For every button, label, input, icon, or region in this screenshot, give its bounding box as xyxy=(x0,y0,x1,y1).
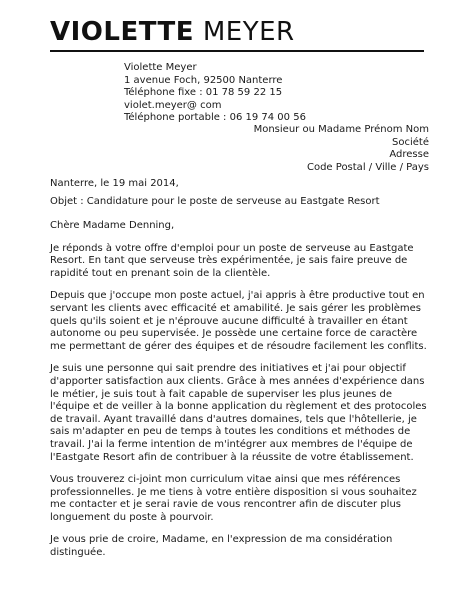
letter-subject: Objet : Candidature pour le poste de serveuse au Eastgate Resort xyxy=(50,196,380,207)
greeting: Chère Madame Denning, xyxy=(50,220,175,231)
recipient-company: Société xyxy=(392,136,429,148)
sender-email: violet.meyer@ com xyxy=(124,99,222,111)
sender-phone-mobile: Téléphone portable : 06 19 74 00 56 xyxy=(124,112,306,124)
paragraph-4: Vous trouverez ci-joint mon curriculum vitae ainsi que mes références professionnelles. Je me tiens à votre entière disposition si vous souhaitez me contacter et je serai ravie de vous rencontrer afin de discuter plus longuement du poste à pourvoir. xyxy=(50,474,417,523)
letter-body xyxy=(50,220,428,570)
last-name: MEYER xyxy=(202,17,295,47)
letter-date: Nanterre, le 19 mai 2014, xyxy=(50,178,179,189)
sender-name: Violette Meyer xyxy=(124,62,197,73)
recipient-block xyxy=(254,124,429,174)
first-name: VIOLETTE xyxy=(50,17,195,47)
recipient-postal: Code Postal / Ville / Pays xyxy=(306,161,429,173)
recipient-address: Adresse xyxy=(389,149,429,161)
paragraph-1: Je réponds à votre offre d'emploi pour un poste de serveuse au Eastgate Resort. En tant que serveuse très expérimentée, je sais faire preuve de rapidité tout en prenant soin de la clientèle. xyxy=(50,242,414,279)
recipient-name: Monsieur ou Madame Prénom Nom xyxy=(253,124,429,135)
paragraph-2: Depuis que j'occupe mon poste actuel, j'ai appris à être productive tout en servant les clients avec efficacité et amabilité. Je sais gérer les problèmes quels qu'ils soient et je n'éprouve aucune difficulté à travailler en étant autonome ou peu supervisée. Je possède une certaine force de caractère me permettant de gérer des équipes et de résoudre facilement les conflits. xyxy=(50,290,427,352)
closing: Je vous prie de croire, Madame, en l'expression de ma considération distinguée. xyxy=(50,534,393,559)
header-divider xyxy=(50,50,424,52)
sender-address: 1 avenue Foch, 92500 Nanterre xyxy=(124,74,283,86)
applicant-name-heading xyxy=(50,17,295,47)
paragraph-3: Je suis une personne qui sait prendre des initiatives et j'ai pour objectif d'apporter satisfaction aux clients. Grâce à mes années d'expérience dans le métier, je suis tout à fait capable de superviser les plus jeunes de l'équipe et de veiller à la bonne application du règlement et des protocoles de travail. Ayant travaillé dans d'autres domaines, tels que l'hôtellerie, je sais m'adapter en peu de temps à toutes les conditions et méthodes de travail. J'ai la ferme intention de m'intégrer aux membres de l'équipe de l'Eastgate Resort afin de contribuer à la réussite de votre établissement. xyxy=(50,363,427,463)
sender-phone-fixed: Téléphone fixe : 01 78 59 22 15 xyxy=(124,87,283,99)
sender-block xyxy=(124,62,306,125)
